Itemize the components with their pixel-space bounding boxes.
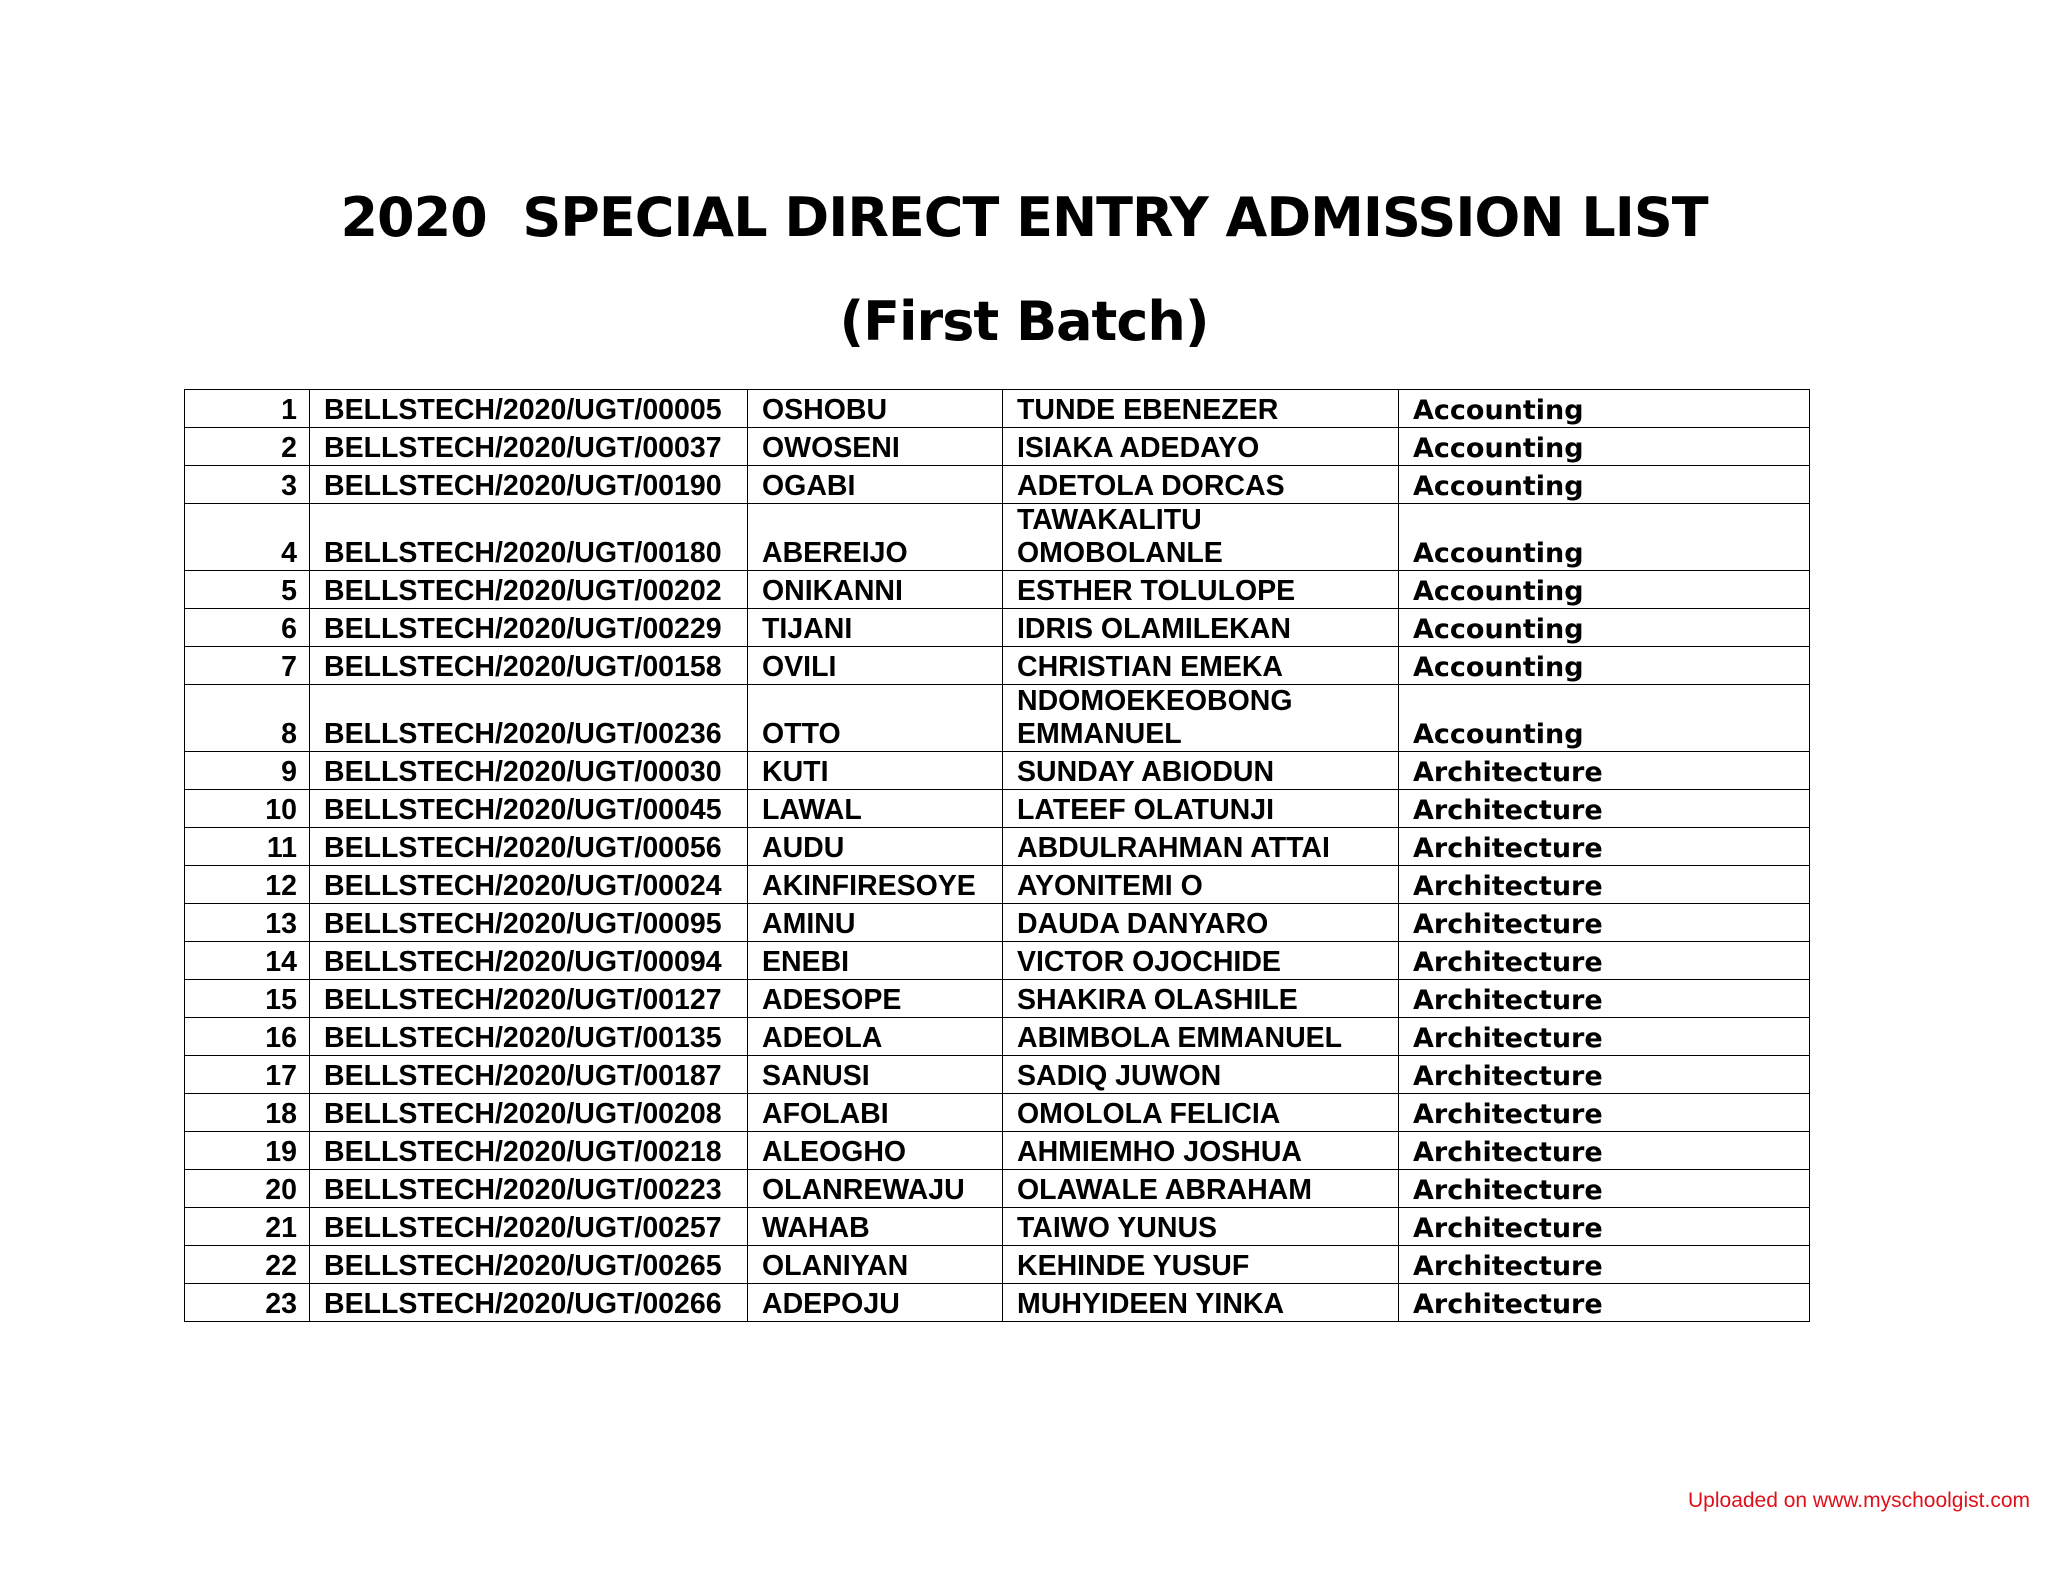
- programme-cell: Architecture: [1399, 1132, 1810, 1170]
- programme-cell: Accounting: [1399, 504, 1810, 571]
- registration-number-cell: BELLSTECH/2020/UGT/00208: [310, 1094, 748, 1132]
- other-names-cell: ABIMBOLA EMMANUEL: [1003, 1018, 1399, 1056]
- surname-cell: OWOSENI: [748, 428, 1003, 466]
- registration-number-cell: BELLSTECH/2020/UGT/00030: [310, 752, 748, 790]
- registration-number-cell: BELLSTECH/2020/UGT/00180: [310, 504, 748, 571]
- other-names-cell: OLAWALE ABRAHAM: [1003, 1170, 1399, 1208]
- surname-cell: OVILI: [748, 647, 1003, 685]
- table-row: [185, 866, 1810, 904]
- programme-cell: Architecture: [1399, 980, 1810, 1018]
- other-names-cell: DAUDA DANYARO: [1003, 904, 1399, 942]
- page-subtitle: (First Batch): [839, 290, 1209, 353]
- programme-cell: Accounting: [1399, 428, 1810, 466]
- programme-cell: Architecture: [1399, 1094, 1810, 1132]
- programme-cell: Architecture: [1399, 752, 1810, 790]
- serial-number-cell: 3: [185, 466, 310, 504]
- registration-number-cell: BELLSTECH/2020/UGT/00095: [310, 904, 748, 942]
- serial-number-cell: 12: [185, 866, 310, 904]
- other-names-cell: NDOMOEKEOBONG EMMANUEL: [1003, 685, 1399, 752]
- table-row: [185, 752, 1810, 790]
- programme-cell: Accounting: [1399, 390, 1810, 428]
- watermark: Uploaded on www.myschoolgist.com: [1688, 1489, 2030, 1512]
- serial-number-cell: 20: [185, 1170, 310, 1208]
- table-row: [185, 1208, 1810, 1246]
- programme-cell: Architecture: [1399, 1056, 1810, 1094]
- registration-number-cell: BELLSTECH/2020/UGT/00024: [310, 866, 748, 904]
- serial-number-cell: 14: [185, 942, 310, 980]
- surname-cell: KUTI: [748, 752, 1003, 790]
- serial-number-cell: 10: [185, 790, 310, 828]
- surname-cell: OLANREWAJU: [748, 1170, 1003, 1208]
- registration-number-cell: BELLSTECH/2020/UGT/00158: [310, 647, 748, 685]
- registration-number-cell: BELLSTECH/2020/UGT/00187: [310, 1056, 748, 1094]
- registration-number-cell: BELLSTECH/2020/UGT/00190: [310, 466, 748, 504]
- other-names-cell: ADETOLA DORCAS: [1003, 466, 1399, 504]
- table-row: [185, 1132, 1810, 1170]
- registration-number-cell: BELLSTECH/2020/UGT/00135: [310, 1018, 748, 1056]
- serial-number-cell: 15: [185, 980, 310, 1018]
- other-names-cell: KEHINDE YUSUF: [1003, 1246, 1399, 1284]
- surname-cell: AMINU: [748, 904, 1003, 942]
- other-names-cell: IDRIS OLAMILEKAN: [1003, 609, 1399, 647]
- programme-cell: Accounting: [1399, 466, 1810, 504]
- surname-cell: ABEREIJO: [748, 504, 1003, 571]
- table-row: [185, 904, 1810, 942]
- surname-cell: ADESOPE: [748, 980, 1003, 1018]
- registration-number-cell: BELLSTECH/2020/UGT/00218: [310, 1132, 748, 1170]
- table-row: [185, 942, 1810, 980]
- serial-number-cell: 13: [185, 904, 310, 942]
- serial-number-cell: 11: [185, 828, 310, 866]
- surname-cell: ALEOGHO: [748, 1132, 1003, 1170]
- admission-table: [184, 389, 1810, 1322]
- table-row: [185, 466, 1810, 504]
- other-names-cell: MUHYIDEEN YINKA: [1003, 1284, 1399, 1322]
- registration-number-cell: BELLSTECH/2020/UGT/00257: [310, 1208, 748, 1246]
- programme-cell: Architecture: [1399, 828, 1810, 866]
- table-row: [185, 980, 1810, 1018]
- other-names-cell: TAIWO YUNUS: [1003, 1208, 1399, 1246]
- surname-cell: OSHOBU: [748, 390, 1003, 428]
- surname-cell: ENEBI: [748, 942, 1003, 980]
- surname-cell: AKINFIRESOYE: [748, 866, 1003, 904]
- table-row: [185, 1018, 1810, 1056]
- programme-cell: Architecture: [1399, 1246, 1810, 1284]
- other-names-cell: TAWAKALITU OMOBOLANLE: [1003, 504, 1399, 571]
- table-row: [185, 1284, 1810, 1322]
- programme-cell: Architecture: [1399, 1284, 1810, 1322]
- table-row: [185, 828, 1810, 866]
- surname-cell: ADEOLA: [748, 1018, 1003, 1056]
- surname-cell: WAHAB: [748, 1208, 1003, 1246]
- registration-number-cell: BELLSTECH/2020/UGT/00265: [310, 1246, 748, 1284]
- surname-cell: ADEPOJU: [748, 1284, 1003, 1322]
- other-names-cell: SADIQ JUWON: [1003, 1056, 1399, 1094]
- programme-cell: Architecture: [1399, 1170, 1810, 1208]
- programme-cell: Accounting: [1399, 571, 1810, 609]
- programme-cell: Accounting: [1399, 647, 1810, 685]
- other-names-cell: CHRISTIAN EMEKA: [1003, 647, 1399, 685]
- programme-cell: Architecture: [1399, 866, 1810, 904]
- other-names-cell: LATEEF OLATUNJI: [1003, 790, 1399, 828]
- other-names-cell: AHMIEMHO JOSHUA: [1003, 1132, 1399, 1170]
- surname-cell: AFOLABI: [748, 1094, 1003, 1132]
- registration-number-cell: BELLSTECH/2020/UGT/00037: [310, 428, 748, 466]
- serial-number-cell: 8: [185, 685, 310, 752]
- surname-cell: TIJANI: [748, 609, 1003, 647]
- table-row: [185, 504, 1810, 571]
- registration-number-cell: BELLSTECH/2020/UGT/00202: [310, 571, 748, 609]
- registration-number-cell: BELLSTECH/2020/UGT/00229: [310, 609, 748, 647]
- surname-cell: AUDU: [748, 828, 1003, 866]
- serial-number-cell: 19: [185, 1132, 310, 1170]
- programme-cell: Architecture: [1399, 790, 1810, 828]
- other-names-cell: SHAKIRA OLASHILE: [1003, 980, 1399, 1018]
- serial-number-cell: 5: [185, 571, 310, 609]
- table-row: [185, 1170, 1810, 1208]
- registration-number-cell: BELLSTECH/2020/UGT/00056: [310, 828, 748, 866]
- serial-number-cell: 21: [185, 1208, 310, 1246]
- surname-cell: OGABI: [748, 466, 1003, 504]
- serial-number-cell: 18: [185, 1094, 310, 1132]
- serial-number-cell: 7: [185, 647, 310, 685]
- table-row: [185, 1246, 1810, 1284]
- serial-number-cell: 17: [185, 1056, 310, 1094]
- serial-number-cell: 9: [185, 752, 310, 790]
- surname-cell: OTTO: [748, 685, 1003, 752]
- table-row: [185, 1094, 1810, 1132]
- surname-cell: ONIKANNI: [748, 571, 1003, 609]
- table-row: [185, 609, 1810, 647]
- other-names-cell: ESTHER TOLULOPE: [1003, 571, 1399, 609]
- programme-cell: Architecture: [1399, 904, 1810, 942]
- registration-number-cell: BELLSTECH/2020/UGT/00045: [310, 790, 748, 828]
- registration-number-cell: BELLSTECH/2020/UGT/00236: [310, 685, 748, 752]
- page-title: 2020 SPECIAL DIRECT ENTRY ADMISSION LIST: [340, 186, 1708, 249]
- other-names-cell: AYONITEMI O: [1003, 866, 1399, 904]
- serial-number-cell: 4: [185, 504, 310, 571]
- serial-number-cell: 22: [185, 1246, 310, 1284]
- programme-cell: Accounting: [1399, 685, 1810, 752]
- surname-cell: LAWAL: [748, 790, 1003, 828]
- registration-number-cell: BELLSTECH/2020/UGT/00094: [310, 942, 748, 980]
- programme-cell: Architecture: [1399, 1018, 1810, 1056]
- other-names-cell: VICTOR OJOCHIDE: [1003, 942, 1399, 980]
- other-names-cell: ABDULRAHMAN ATTAI: [1003, 828, 1399, 866]
- registration-number-cell: BELLSTECH/2020/UGT/00005: [310, 390, 748, 428]
- table-row: [185, 428, 1810, 466]
- table-row: [185, 790, 1810, 828]
- serial-number-cell: 1: [185, 390, 310, 428]
- programme-cell: Accounting: [1399, 609, 1810, 647]
- other-names-cell: SUNDAY ABIODUN: [1003, 752, 1399, 790]
- registration-number-cell: BELLSTECH/2020/UGT/00223: [310, 1170, 748, 1208]
- table-row: [185, 685, 1810, 752]
- serial-number-cell: 16: [185, 1018, 310, 1056]
- serial-number-cell: 2: [185, 428, 310, 466]
- table-row: [185, 1056, 1810, 1094]
- other-names-cell: ISIAKA ADEDAYO: [1003, 428, 1399, 466]
- serial-number-cell: 6: [185, 609, 310, 647]
- surname-cell: SANUSI: [748, 1056, 1003, 1094]
- table-row: [185, 571, 1810, 609]
- table-row: [185, 647, 1810, 685]
- other-names-cell: TUNDE EBENEZER: [1003, 390, 1399, 428]
- table-row: [185, 390, 1810, 428]
- registration-number-cell: BELLSTECH/2020/UGT/00127: [310, 980, 748, 1018]
- programme-cell: Architecture: [1399, 942, 1810, 980]
- serial-number-cell: 23: [185, 1284, 310, 1322]
- other-names-cell: OMOLOLA FELICIA: [1003, 1094, 1399, 1132]
- programme-cell: Architecture: [1399, 1208, 1810, 1246]
- admission-table-body: [185, 390, 1810, 1322]
- registration-number-cell: BELLSTECH/2020/UGT/00266: [310, 1284, 748, 1322]
- surname-cell: OLANIYAN: [748, 1246, 1003, 1284]
